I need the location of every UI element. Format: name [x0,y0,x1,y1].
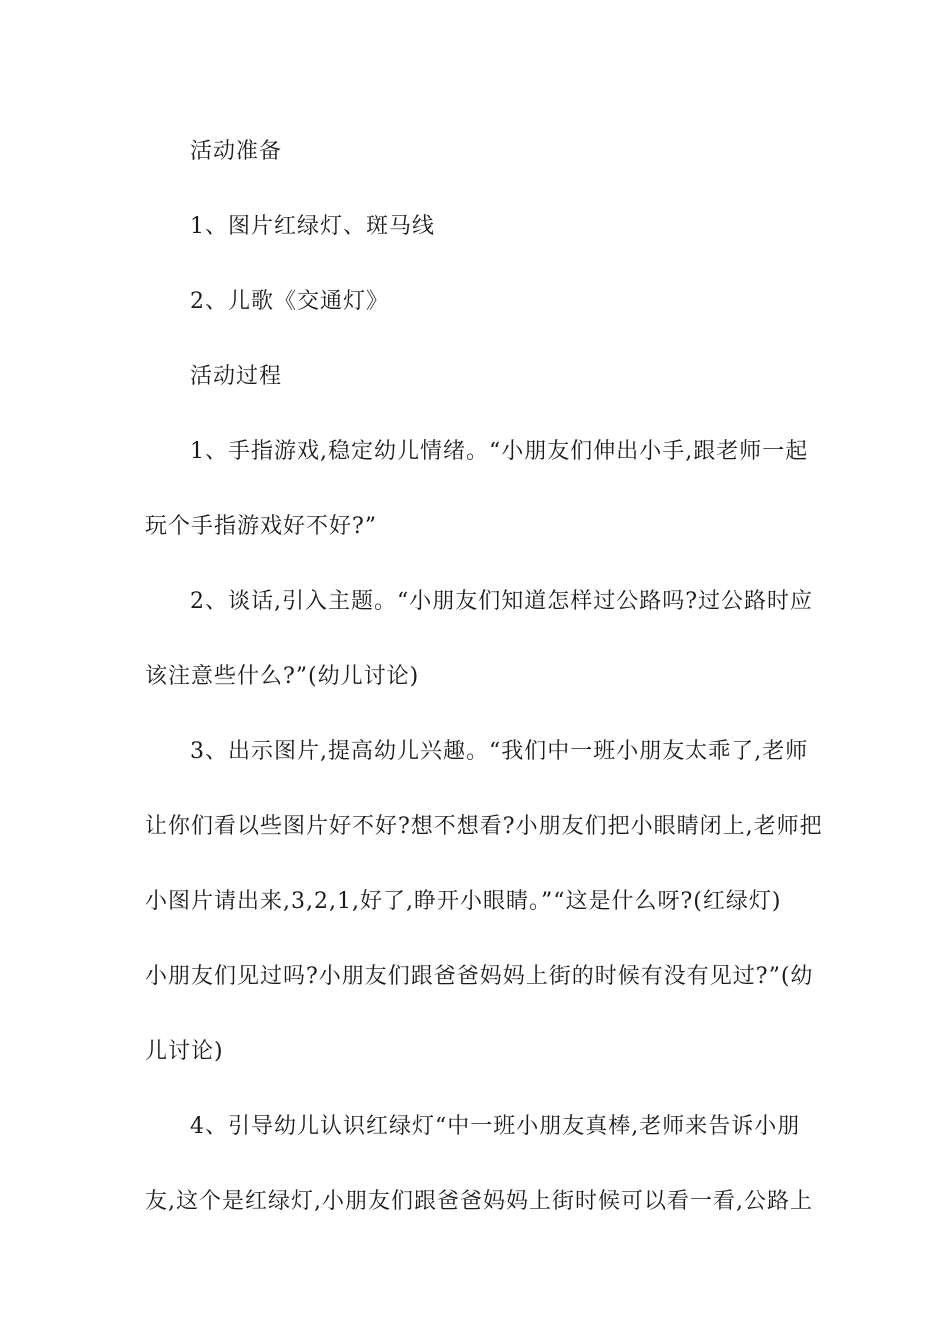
paragraph-line: 该注意些什么?”(幼儿讨论) [145,664,420,689]
paragraph-line: 2、谈话,引入主题。“小朋友们知道怎样过公路吗?过公路时应 [190,589,814,614]
section-heading-process: 活动过程 [190,364,283,389]
paragraph-line: 友,这个是红绿灯,小朋友们跟爸爸妈妈上街时候可以看一看,公路上 [145,1189,813,1214]
paragraph-line: 小朋友们见过吗?小朋友们跟爸爸妈妈上街的时候有没有见过?”(幼 [145,964,814,989]
paragraph-line: 1、图片红绿灯、斑马线 [190,214,435,239]
paragraph-line: 2、儿歌《交通灯》 [190,289,389,314]
paragraph-line: 玩个手指游戏好不好?” [145,514,378,539]
paragraph-line: 1、手指游戏,稳定幼儿情绪。“小朋友们伸出小手,跟老师一起 [190,439,809,464]
paragraph-line: 让你们看以些图片好不好?想不想看?小朋友们把小眼睛闭上,老师把 [145,814,823,839]
paragraph-line: 4、引导幼儿认识红绿灯“中一班小朋友真棒,老师来告诉小朋 [190,1114,801,1139]
paragraph-line: 儿讨论) [145,1039,224,1064]
paragraph-line: 3、出示图片,提高幼儿兴趣。“我们中一班小朋友太乖了,老师 [190,739,809,764]
paragraph-line: 小图片请出来,3,2,1,好了,睁开小眼睛。”“这是什么呀?(红绿灯) [145,889,782,914]
section-heading-preparation: 活动准备 [190,139,283,164]
